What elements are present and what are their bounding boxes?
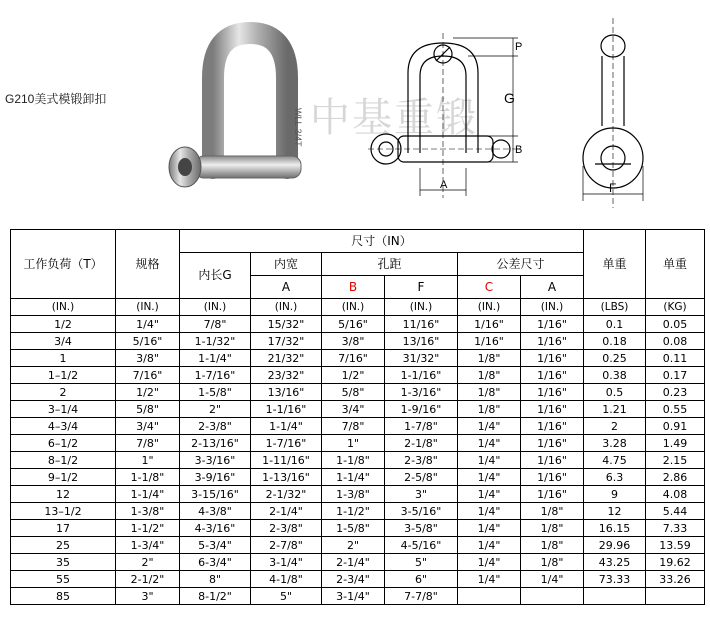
table-cell: 6" — [385, 571, 458, 588]
table-cell: 3-5/8" — [385, 520, 458, 537]
table-cell: 4–3/4 — [11, 418, 116, 435]
table-cell: 1–1/2 — [11, 367, 116, 384]
table-cell: 1/16" — [521, 333, 584, 350]
table-row — [11, 333, 705, 350]
table-cell: 5" — [385, 554, 458, 571]
header-tolerance: 公差尺寸 — [458, 253, 584, 276]
table-cell: 3-3/16" — [180, 452, 251, 469]
table-cell — [584, 588, 646, 605]
table-cell: 3–1/4 — [11, 401, 116, 418]
table-cell: 19.62 — [646, 554, 705, 571]
table-cell: 1/2" — [116, 384, 180, 401]
watermark: 中基重锻 — [310, 95, 478, 141]
table-cell: 9 — [584, 486, 646, 503]
header-size: 尺寸（IN） — [180, 230, 584, 253]
unit-cell: (IN.) — [322, 299, 385, 316]
units-row — [11, 299, 705, 316]
front-view-drawing — [368, 28, 538, 208]
table-cell: 0.23 — [646, 384, 705, 401]
photo-marking: WLL 3/4T — [293, 108, 303, 147]
table-cell: 1/16" — [521, 452, 584, 469]
table-cell: 1-7/8" — [385, 418, 458, 435]
table-cell: 1/2" — [322, 367, 385, 384]
table-row — [11, 588, 705, 605]
table-cell: 5/8" — [322, 384, 385, 401]
table-cell: 1/4" — [458, 418, 521, 435]
table-row — [11, 401, 705, 418]
table-cell: 11/16" — [385, 316, 458, 333]
unit-cell: (IN.) — [251, 299, 322, 316]
product-label: G210美式模锻卸扣 — [5, 92, 107, 106]
header-weight-kg: 单重 — [646, 230, 705, 299]
table-row — [11, 537, 705, 554]
table-cell: 1-1/16" — [385, 367, 458, 384]
table-row — [11, 316, 705, 333]
table-cell: 4.75 — [584, 452, 646, 469]
table-cell: 13–1/2 — [11, 503, 116, 520]
table-cell: 3-15/16" — [180, 486, 251, 503]
table-cell: 33.26 — [646, 571, 705, 588]
table-cell: 1/4" — [458, 469, 521, 486]
table-row — [11, 469, 705, 486]
table-cell: 1-3/16" — [385, 384, 458, 401]
table-cell: 7/16" — [116, 367, 180, 384]
table-cell: 4.08 — [646, 486, 705, 503]
table-cell: 7/8" — [116, 435, 180, 452]
table-row — [11, 435, 705, 452]
table-cell: 1/4" — [458, 503, 521, 520]
table-cell: 3/4" — [322, 401, 385, 418]
table-cell: 25 — [11, 537, 116, 554]
table-cell: 1-1/2" — [322, 503, 385, 520]
table-cell: 1-7/16" — [251, 435, 322, 452]
table-cell: 43.25 — [584, 554, 646, 571]
unit-cell: (IN.) — [385, 299, 458, 316]
dim-g-label: G — [504, 90, 515, 106]
table-cell: 8-1/2" — [180, 588, 251, 605]
table-cell: 1/8" — [458, 350, 521, 367]
table-cell: 1 — [11, 350, 116, 367]
table-cell: 1-1/4" — [322, 469, 385, 486]
table-cell: 2-1/8" — [385, 435, 458, 452]
unit-cell: (LBS) — [584, 299, 646, 316]
side-view-drawing — [575, 16, 655, 211]
header-sub-a2: A — [521, 276, 584, 299]
dim-f-label: F — [609, 181, 617, 195]
table-cell: 2-3/8" — [251, 520, 322, 537]
table-cell: 2" — [322, 537, 385, 554]
table-cell: 1/16" — [521, 418, 584, 435]
header-sub-f: F — [385, 276, 458, 299]
table-cell: 73.33 — [584, 571, 646, 588]
table-row — [11, 571, 705, 588]
table-cell: 1-1/4" — [116, 486, 180, 503]
table-cell: 5-3/4" — [180, 537, 251, 554]
table-cell: 5/16" — [116, 333, 180, 350]
table-cell: 2-1/2" — [116, 571, 180, 588]
table-cell: 0.11 — [646, 350, 705, 367]
table-cell: 3/4" — [116, 418, 180, 435]
table-cell: 1-7/16" — [180, 367, 251, 384]
table-cell — [521, 588, 584, 605]
table-cell: 1/4" — [521, 571, 584, 588]
table-cell: 2 — [11, 384, 116, 401]
table-cell: 1/4" — [458, 435, 521, 452]
unit-cell: (IN.) — [116, 299, 180, 316]
spec-table-body — [11, 299, 705, 605]
dim-p-label: P — [515, 41, 523, 53]
table-cell: 6-3/4" — [180, 554, 251, 571]
table-cell: 1-1/8" — [116, 469, 180, 486]
table-cell: 0.1 — [584, 316, 646, 333]
table-cell: 0.17 — [646, 367, 705, 384]
table-cell: 23/32" — [251, 367, 322, 384]
table-cell: 5" — [251, 588, 322, 605]
table-cell: 2-13/16" — [180, 435, 251, 452]
table-cell: 1/16" — [521, 316, 584, 333]
header-sub-a: A — [251, 276, 322, 299]
table-cell: 1-5/8" — [322, 520, 385, 537]
table-cell: 3/4 — [11, 333, 116, 350]
table-cell: 3-1/4" — [322, 588, 385, 605]
table-cell: 4-3/16" — [180, 520, 251, 537]
table-cell: 7.33 — [646, 520, 705, 537]
table-cell: 1/8" — [521, 520, 584, 537]
table-cell: 1-3/8" — [116, 503, 180, 520]
table-cell: 0.08 — [646, 333, 705, 350]
table-cell: 4-5/16" — [385, 537, 458, 554]
dim-a-label: A — [440, 179, 448, 191]
header-sub-c: C — [458, 276, 521, 299]
dim-b-label: B — [515, 144, 523, 156]
table-cell: 16.15 — [584, 520, 646, 537]
table-row — [11, 367, 705, 384]
header-spec: 规格 — [116, 230, 180, 299]
table-cell: 1-11/16" — [251, 452, 322, 469]
table-cell: 0.91 — [646, 418, 705, 435]
table-cell: 13.59 — [646, 537, 705, 554]
table-cell: 1/4" — [458, 486, 521, 503]
table-cell: 3-9/16" — [180, 469, 251, 486]
table-cell — [646, 588, 705, 605]
table-cell: 1-3/4" — [116, 537, 180, 554]
header-load: 工作负荷（T） — [11, 230, 116, 299]
table-row — [11, 503, 705, 520]
table-cell: 3-5/16" — [385, 503, 458, 520]
table-cell: 1.49 — [646, 435, 705, 452]
header-sub-b: B — [322, 276, 385, 299]
table-row — [11, 520, 705, 537]
table-cell: 6.3 — [584, 469, 646, 486]
table-cell: 5/16" — [322, 316, 385, 333]
table-cell: 12 — [11, 486, 116, 503]
table-cell: 1/16" — [458, 333, 521, 350]
table-cell: 1-5/8" — [180, 384, 251, 401]
table-cell: 2-7/8" — [251, 537, 322, 554]
table-cell: 1/4" — [458, 452, 521, 469]
table-cell: 1/16" — [521, 384, 584, 401]
table-cell: 1-9/16" — [385, 401, 458, 418]
table-cell: 2" — [116, 554, 180, 571]
unit-cell: (IN.) — [11, 299, 116, 316]
table-cell: 1/16" — [521, 350, 584, 367]
table-cell: 2.86 — [646, 469, 705, 486]
table-row — [11, 554, 705, 571]
table-cell: 0.18 — [584, 333, 646, 350]
table-cell: 3-1/4" — [251, 554, 322, 571]
header-weight-lbs: 单重 — [584, 230, 646, 299]
table-cell: 3" — [385, 486, 458, 503]
spec-table — [10, 229, 705, 605]
table-cell: 0.55 — [646, 401, 705, 418]
table-cell: 2-3/8" — [385, 452, 458, 469]
table-cell: 2" — [180, 401, 251, 418]
table-cell: 2-1/4" — [251, 503, 322, 520]
table-cell: 2-1/4" — [322, 554, 385, 571]
table-cell: 1/8" — [458, 367, 521, 384]
table-cell: 0.5 — [584, 384, 646, 401]
table-cell: 1" — [116, 452, 180, 469]
table-cell: 13/16" — [251, 384, 322, 401]
table-cell: 3.28 — [584, 435, 646, 452]
table-row — [11, 452, 705, 469]
table-cell: 7/8" — [180, 316, 251, 333]
table-cell: 3/8" — [322, 333, 385, 350]
table-cell: 2.15 — [646, 452, 705, 469]
table-cell: 1-1/32" — [180, 333, 251, 350]
table-cell: 85 — [11, 588, 116, 605]
table-cell: 1/16" — [521, 435, 584, 452]
table-cell: 12 — [584, 503, 646, 520]
table-cell: 1/16" — [521, 367, 584, 384]
table-cell: 2 — [584, 418, 646, 435]
header-inner-width: 内宽 — [251, 253, 322, 276]
table-cell: 1" — [322, 435, 385, 452]
table-cell: 1-13/16" — [251, 469, 322, 486]
table-cell: 1/8" — [458, 401, 521, 418]
unit-cell: (IN.) — [458, 299, 521, 316]
table-cell: 1-1/4" — [180, 350, 251, 367]
table-cell: 7/8" — [322, 418, 385, 435]
table-cell: 1/16" — [521, 401, 584, 418]
table-cell: 1/4" — [116, 316, 180, 333]
table-cell: 35 — [11, 554, 116, 571]
table-row — [11, 418, 705, 435]
table-cell: 29.96 — [584, 537, 646, 554]
table-cell: 8" — [180, 571, 251, 588]
table-row — [11, 486, 705, 503]
table-cell: 2-1/32" — [251, 486, 322, 503]
table-cell: 0.05 — [646, 316, 705, 333]
table-cell: 1/4" — [458, 520, 521, 537]
unit-cell: (IN.) — [521, 299, 584, 316]
table-cell: 6–1/2 — [11, 435, 116, 452]
table-cell: 1/4" — [458, 554, 521, 571]
table-cell: 1/8" — [521, 554, 584, 571]
table-cell: 21/32" — [251, 350, 322, 367]
table-cell: 5/8" — [116, 401, 180, 418]
table-cell: 1/16" — [521, 486, 584, 503]
header-inner-length: 内长G — [180, 253, 251, 299]
table-cell: 3" — [116, 588, 180, 605]
shackle-photo — [155, 18, 315, 208]
table-cell: 8–1/2 — [11, 452, 116, 469]
table-cell: 1/16" — [521, 469, 584, 486]
table-cell: 1-1/2" — [116, 520, 180, 537]
table-cell: 1/2 — [11, 316, 116, 333]
table-cell: 1/8" — [521, 537, 584, 554]
table-cell: 0.25 — [584, 350, 646, 367]
unit-cell: (IN.) — [180, 299, 251, 316]
table-cell: 7/16" — [322, 350, 385, 367]
table-cell: 17 — [11, 520, 116, 537]
table-cell: 1-3/8" — [322, 486, 385, 503]
table-row — [11, 384, 705, 401]
table-row — [11, 350, 705, 367]
table-cell: 1/4" — [458, 537, 521, 554]
table-cell: 2-3/4" — [322, 571, 385, 588]
table-cell: 3/8" — [116, 350, 180, 367]
table-cell: 2-5/8" — [385, 469, 458, 486]
table-cell: 5.44 — [646, 503, 705, 520]
table-cell: 1/4" — [458, 571, 521, 588]
table-cell: 1-1/16" — [251, 401, 322, 418]
table-cell: 0.38 — [584, 367, 646, 384]
table-cell: 1/8" — [521, 503, 584, 520]
table-cell: 2-3/8" — [180, 418, 251, 435]
table-cell — [458, 588, 521, 605]
table-cell: 4-3/8" — [180, 503, 251, 520]
table-cell: 55 — [11, 571, 116, 588]
header-hole-spacing: 孔距 — [322, 253, 458, 276]
table-cell: 1.21 — [584, 401, 646, 418]
table-cell: 15/32" — [251, 316, 322, 333]
table-cell: 4-1/8" — [251, 571, 322, 588]
table-cell: 7-7/8" — [385, 588, 458, 605]
table-cell: 13/16" — [385, 333, 458, 350]
table-cell: 1/16" — [458, 316, 521, 333]
table-cell: 1-1/8" — [322, 452, 385, 469]
table-cell: 1-1/4" — [251, 418, 322, 435]
table-cell: 17/32" — [251, 333, 322, 350]
table-cell: 31/32" — [385, 350, 458, 367]
table-cell: 9–1/2 — [11, 469, 116, 486]
table-cell: 1/8" — [458, 384, 521, 401]
unit-cell: (KG) — [646, 299, 705, 316]
